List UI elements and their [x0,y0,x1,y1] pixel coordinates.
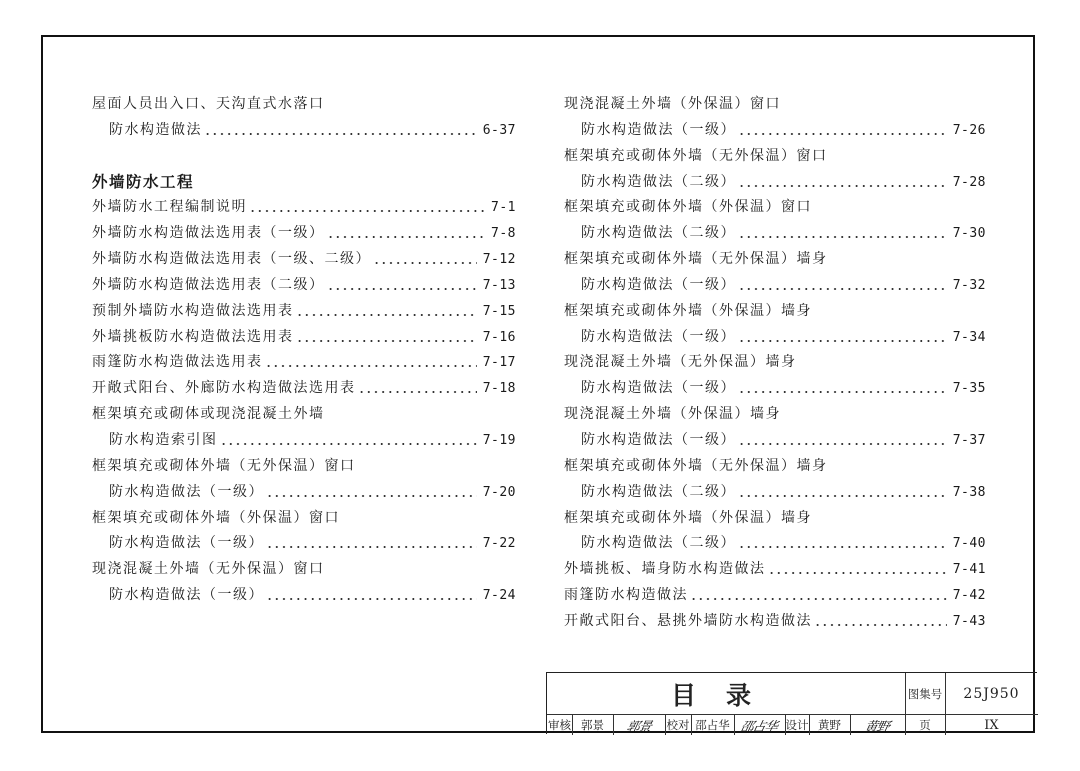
dot-leader [738,221,947,247]
dot-leader [690,583,947,609]
dot-leader [266,531,477,557]
entry-title: 防水构造做法 [109,121,202,138]
reviewer-name: 郭景 [581,718,604,732]
dot-leader [738,170,947,196]
proofreader-signature [734,715,785,735]
toc-entry-title-line [564,299,986,325]
page-ref: 7-13 [482,277,516,293]
toc-entry [564,325,986,351]
toc-entry [564,170,986,196]
entry-title: 外墙防水构造做法选用表（一级） [92,225,325,242]
toc-entry [92,428,516,454]
page-ref: 7-35 [952,381,986,397]
page-ref: 7-40 [952,536,986,552]
dot-leader [266,480,477,506]
dot-leader [738,376,947,402]
toc-right-column [564,92,986,635]
entry-title: 防水构造做法（一级） [581,121,736,138]
page-ref: 7-18 [482,381,516,397]
entry-title: 框架填充或砌体外墙（外保温）窗口 [92,509,340,526]
dot-leader [266,583,477,609]
dot-leader [265,350,477,376]
atlas-number-label: 图集号 [907,686,943,701]
page-ref: 7-26 [952,122,986,138]
entry-title: 开敞式阳台、外廊防水构造做法选用表 [92,380,356,397]
entry-title: 雨篷防水构造做法选用表 [92,354,263,371]
entry-title: 框架填充或砌体外墙（无外保温）窗口 [564,147,828,164]
toc-entry [92,376,516,402]
toc-entry [92,531,516,557]
dot-leader [358,376,477,402]
entry-title: 防水构造索引图 [109,431,218,448]
page-ref: 7-17 [482,355,516,371]
toc-entry [92,299,516,325]
toc-entry-title-line [92,454,516,480]
toc-entry [92,325,516,351]
atlas-number: 25J950 [963,685,1020,702]
entry-title: 防水构造做法（二级） [581,173,736,190]
page-ref: 7-8 [491,226,516,242]
entry-title: 外墙防水构造做法选用表（一级、二级） [92,251,371,268]
entry-title: 框架填充或砌体外墙（外保温）墙身 [564,509,812,526]
entry-title: 防水构造做法（二级） [581,535,736,552]
entry-title: 框架填充或砌体外墙（外保温）墙身 [564,302,812,319]
dot-leader [296,325,477,351]
entry-title: 防水构造做法（一级） [109,535,264,552]
page-ref: 7-28 [952,174,986,190]
entry-title: 防水构造做法（一级） [581,431,736,448]
toc-entry-title-line [564,247,986,273]
toc-entry-title-line [564,350,986,376]
toc-entry [564,583,986,609]
entry-title: 外墙挑板、墙身防水构造做法 [564,561,766,578]
dot-leader [738,531,947,557]
page-number: IX [984,717,999,733]
toc-entry [92,350,516,376]
toc-entry [564,609,986,635]
page-ref: 7-32 [952,277,986,293]
signature-text: 邵占华 [739,719,779,735]
toc-entry [92,118,516,144]
page-ref: 6-37 [482,122,516,138]
design-label: 设计 [785,718,809,732]
dot-leader [327,273,477,299]
toc-entry [92,480,516,506]
dot-leader [814,609,947,635]
entry-title: 现浇混凝土外墙（无外保温）窗口 [92,561,325,578]
dot-leader [373,247,477,273]
dot-leader [738,325,947,351]
toc-left-column [92,92,516,609]
page-ref: 7-15 [482,303,516,319]
toc-entry [92,247,516,273]
toc-entry [564,480,986,506]
page-label: 页 [919,718,931,732]
dot-leader [327,221,486,247]
dot-leader [249,195,485,221]
dot-leader [768,557,947,583]
page-ref: 7-1 [491,200,516,216]
page-ref: 7-34 [952,329,986,345]
entry-title: 外墙防水工程编制说明 [92,199,247,216]
entry-title: 外墙防水构造做法选用表（二级） [92,276,325,293]
toc-entry-title-line [564,92,986,118]
page-ref: 7-42 [952,588,986,604]
signature-text: 郭景 [624,719,653,735]
proofreader-name: 邵占华 [695,718,730,732]
toc-entry-title-line [564,506,986,532]
signature-text: 黄野 [863,719,891,735]
review-label: 审核 [548,718,571,732]
entry-title: 防水构造做法（二级） [581,483,736,500]
entry-title: 现浇混凝土外墙（外保温）墙身 [564,406,781,423]
toc-entry [564,118,986,144]
dot-leader [738,428,947,454]
page-ref: 7-41 [952,562,986,578]
title-block [546,672,1037,734]
designer-name: 黄野 [818,718,841,732]
heading-text: 外墙防水工程 [92,172,195,191]
entry-title: 框架填充或砌体或现浇混凝土外墙 [92,406,325,423]
toc-entry-title-line [564,454,986,480]
toc-entry [564,531,986,557]
entry-title: 预制外墙防水构造做法选用表 [92,302,294,319]
entry-title: 现浇混凝土外墙（外保温）窗口 [564,96,781,112]
entry-title: 框架填充或砌体外墙（无外保温）墙身 [564,457,828,474]
entry-title: 外墙挑板防水构造做法选用表 [92,328,294,345]
entry-title: 屋面人员出入口、天沟直式水落口 [92,96,325,112]
entry-title: 防水构造做法（一级） [581,380,736,397]
toc-entry [92,583,516,609]
toc-entry-title-line [92,557,516,583]
page-ref: 7-38 [952,484,986,500]
designer-signature [850,715,905,735]
entry-title: 框架填充或砌体外墙（无外保温）墙身 [564,251,828,268]
entry-title: 防水构造做法（一级） [581,276,736,293]
dot-leader [296,299,477,325]
toc-entry-title-line [564,195,986,221]
page-ref: 7-22 [482,536,516,552]
entry-title: 防水构造做法（一级） [109,483,264,500]
dot-leader [220,428,477,454]
proofread-label: 校对 [666,718,690,732]
dot-leader [738,480,947,506]
page-ref: 7-43 [952,613,986,629]
entry-title: 框架填充或砌体外墙（外保温）窗口 [564,199,812,216]
toc-entry-title-line [92,92,516,118]
entry-title: 现浇混凝土外墙（无外保温）墙身 [564,354,797,371]
toc-entry [564,273,986,299]
toc-entry [92,273,516,299]
toc-entry [92,221,516,247]
page-title: 目录 [670,680,781,710]
entry-title: 防水构造做法（一级） [109,587,264,604]
toc-entry [564,557,986,583]
dot-leader [204,118,477,144]
toc-entry [92,195,516,221]
reviewer-signature [613,715,665,735]
dot-leader [738,118,947,144]
entry-title: 框架填充或砌体外墙（无外保温）窗口 [92,457,356,474]
page-ref: 7-24 [482,588,516,604]
toc-entry-title-line [92,402,516,428]
entry-title: 防水构造做法（二级） [581,225,736,242]
toc-entry [564,376,986,402]
toc-entry-title-line [564,402,986,428]
toc-entry [564,221,986,247]
page-ref: 7-37 [952,432,986,448]
spacer [92,144,516,170]
page-ref: 7-30 [952,226,986,242]
toc-entry-title-line [92,506,516,532]
page-ref: 7-16 [482,329,516,345]
entry-title: 开敞式阳台、悬挑外墙防水构造做法 [564,612,812,629]
page-ref: 7-12 [482,252,516,268]
section-heading [92,170,516,196]
page-ref: 7-20 [482,484,516,500]
dot-leader [738,273,947,299]
page-ref: 7-19 [482,432,516,448]
entry-title: 防水构造做法（一级） [581,328,736,345]
toc-entry-title-line [564,144,986,170]
toc-entry [564,428,986,454]
entry-title: 雨篷防水构造做法 [564,587,688,604]
